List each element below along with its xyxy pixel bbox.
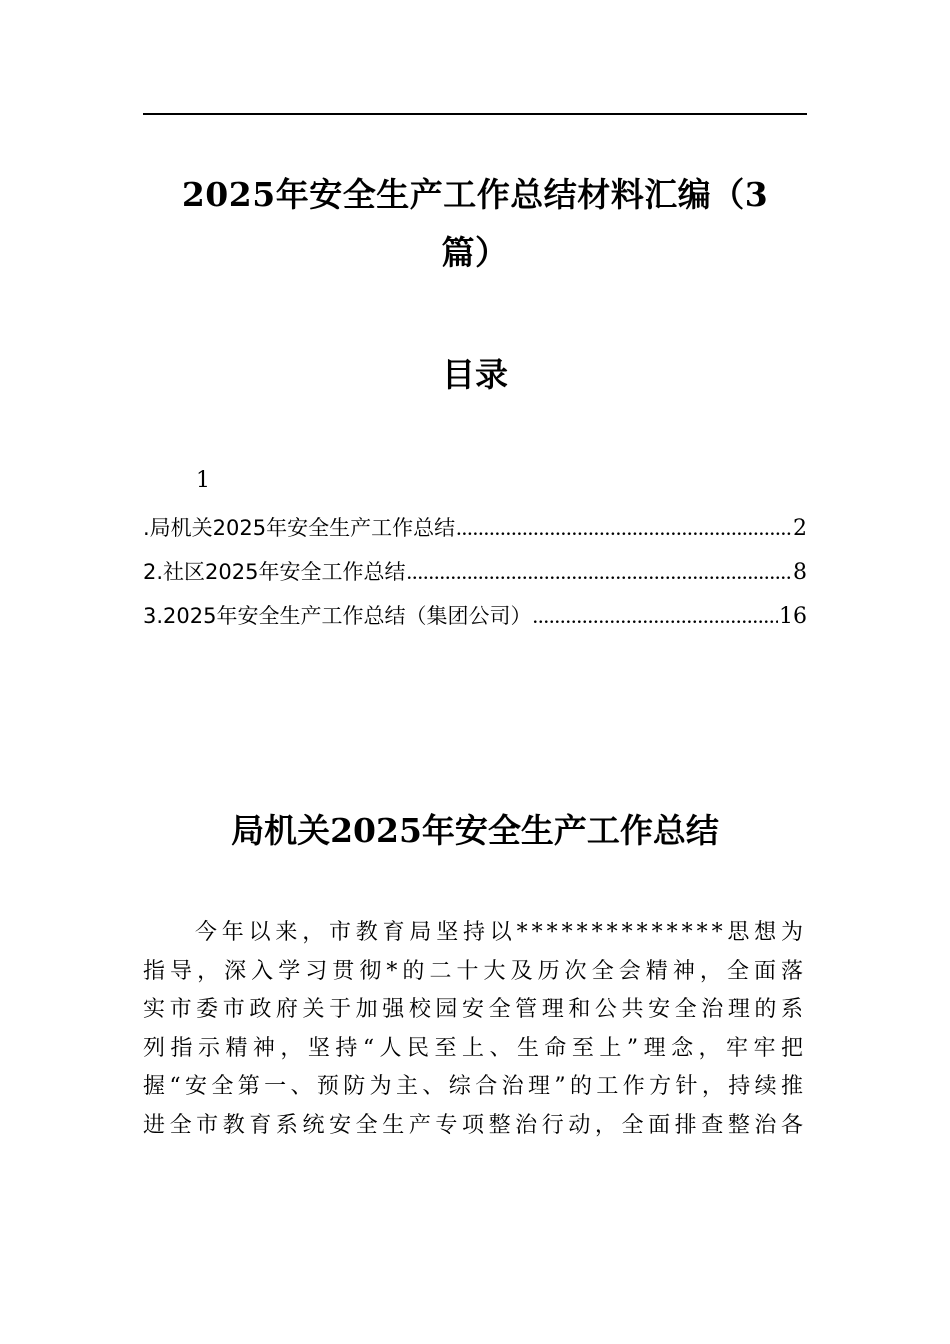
body-paragraph: 今年以来，市教育局坚持以**************思想为指导，深入学习贯彻*的二十大及历次全会精神，全面落实市委市政府关于加强校园安全管理和公共安全治理的系列指示精神，坚持“人民至上、生命至上”理念，牢牢把握“安全第一、预防为主、综合治理”的工作方针，持续推进全市教育系统安全生产专项整治行动，全面排查整治各 (143, 920, 807, 1138)
section-title: 局机关2025年安全生产工作总结 (231, 811, 719, 850)
toc-entry-text: 3.2025年安全生产工作总结（集团公司） (143, 604, 532, 628)
document-title: 2025年安全生产工作总结材料汇编（3篇） (181, 175, 769, 272)
toc-dot-leader (456, 510, 792, 547)
toc-dot-leader (406, 554, 792, 591)
toc-entry-3[interactable] (143, 598, 807, 642)
toc-entry-page: 8 (793, 560, 807, 585)
header-rule (143, 113, 807, 115)
table-of-contents (143, 510, 807, 642)
toc-stray-number: 1 (196, 468, 210, 493)
toc-entry-2[interactable] (143, 554, 807, 598)
toc-entry-text: .局机关2025年安全生产工作总结 (143, 516, 456, 540)
toc-entry-1[interactable] (143, 510, 807, 554)
toc-entry-text: 2.社区2025年安全工作总结 (143, 560, 406, 584)
toc-heading: 目录 (442, 355, 508, 394)
toc-dot-leader (532, 598, 778, 635)
toc-entry-page: 2 (793, 516, 807, 541)
toc-entry-page: 16 (779, 604, 807, 629)
